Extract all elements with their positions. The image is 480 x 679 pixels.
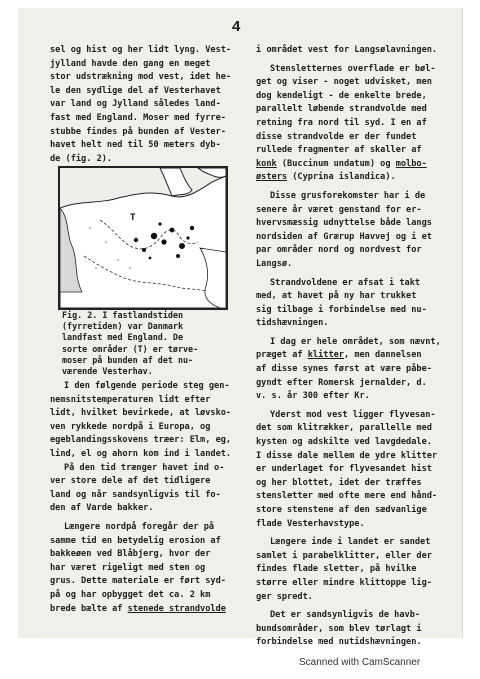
text-line: Fig. 2. I fastlandstiden xyxy=(62,310,184,320)
map-label-t: T xyxy=(130,212,136,222)
p2-end: (Cyprina islandica). xyxy=(287,172,396,183)
text-line: lind, el og ahorn kom ind i landet. xyxy=(50,448,232,459)
text-line: Langsø. xyxy=(256,258,293,269)
text-line: store stenstene af den sædvanlige xyxy=(256,505,427,515)
text-line: nemsnitstemperaturen lidt efter xyxy=(50,394,211,405)
right-p2-line9 xyxy=(256,171,456,185)
right-p5a xyxy=(256,336,456,350)
text-line: tidshævningen. xyxy=(256,318,329,329)
text-line: ver store dele af det tidligere xyxy=(50,476,211,487)
text-line: sig tilbage i forbindelse med nu- xyxy=(256,304,427,315)
figure-map xyxy=(58,166,228,310)
text-line: de (fig. 2). xyxy=(50,153,113,164)
text-line: Yderst mod vest ligger flyvesan- xyxy=(270,409,436,420)
text-line: egeblandingsskovens træer: Elm, eg, xyxy=(50,435,232,446)
text-line: nordsiden af Grærup Havvej og i et xyxy=(256,231,432,242)
text-line: landfast med England. De xyxy=(62,332,184,343)
text-line: I dag er hele området, som nævnt, xyxy=(270,336,441,347)
text-line: hvervsmæssig udnyttelse både langs xyxy=(256,218,432,229)
text-line: forbindelse med nutidshævningen. xyxy=(256,637,422,648)
p5-pre: præget af xyxy=(256,350,308,361)
text-line: Det er sandsynligvis de havb- xyxy=(270,610,421,621)
text-line: v. s. år 300 efter Kr. xyxy=(256,391,370,402)
text-line: jylland havde den gang en meget xyxy=(50,58,211,69)
text-line: ven rykkede nordpå i Europa, og xyxy=(50,421,211,432)
text-line: (fyrretiden) var Danmark xyxy=(62,321,184,332)
word-oesters: østers xyxy=(256,172,288,183)
text-line: Længere inde i landet er sandet xyxy=(270,537,431,548)
text-line: land og når sandsynligvis til fo- xyxy=(50,489,221,500)
text-line: stubbe findes på bunden af Vester- xyxy=(50,126,226,137)
right-column xyxy=(256,44,456,650)
text-line: På den tid trænger havet ind o- xyxy=(64,462,225,473)
left-column xyxy=(50,44,250,166)
text-line: ger spredt. xyxy=(256,591,313,602)
text-line: samme tid en betydelig erosion af xyxy=(50,535,221,546)
text-line: grus. Dette materiale er ført syd- xyxy=(50,576,226,587)
text-line: er underlaget for flyvesandet hist xyxy=(256,464,432,475)
text-line: I den følgende periode steg gen- xyxy=(64,381,230,391)
right-p7 xyxy=(256,536,456,604)
text-line: retning fra nord til syd. I en af xyxy=(256,117,427,128)
right-p3 xyxy=(256,190,456,272)
word-molbo: molbo- xyxy=(395,158,427,169)
right-p1 xyxy=(256,44,456,58)
text-line: og her blottet, idet der træffes xyxy=(256,477,422,488)
text-line: stor udstrækning mod vest, idet he- xyxy=(50,72,232,83)
word-konk: konk xyxy=(256,158,277,169)
text-line: disse strandvolde er der fundet xyxy=(256,131,417,142)
text-line: sorte områder (T) er tørve- xyxy=(62,343,199,354)
left-b3-last-text: brede bælte af xyxy=(50,603,123,614)
text-line: i området vest for Langsølavningen. xyxy=(256,45,438,55)
right-p2-line8 xyxy=(256,158,456,172)
text-line: Disse grusforekomster har i de xyxy=(270,190,426,201)
left-block-3 xyxy=(50,521,250,616)
right-p4 xyxy=(256,277,456,331)
right-p8 xyxy=(256,609,456,650)
text-line: findes flade sletter, på hvilke xyxy=(256,564,417,575)
text-line: gyndt efter Romersk jernalder, d. xyxy=(256,377,427,388)
text-line: af disse synes først at være påbe- xyxy=(256,364,432,375)
scanner-watermark: Scanned with CamScanner xyxy=(299,657,421,668)
text-line: stensletter med ofte mere end hånd- xyxy=(256,491,438,502)
text-line: flade Vesterhavstype. xyxy=(256,518,365,529)
text-line: det som klitrækker, parallelle med xyxy=(256,423,432,434)
word-klitter: klitter xyxy=(307,350,344,361)
text-line: kysten og adskilte ved lavgdedale. xyxy=(256,437,432,448)
text-line: Længere nordpå foregår der på xyxy=(64,521,215,532)
text-line: get og viser - noget udvisket, men xyxy=(256,77,432,88)
text-line: på og har opbygget det ca. 2 km xyxy=(50,589,211,600)
right-p2 xyxy=(256,63,456,158)
text-line: senere år været genstand for er- xyxy=(256,204,422,215)
text-line: fast med England. Moser med fyrre- xyxy=(50,112,226,123)
left-block-2 xyxy=(50,380,250,516)
text-line: havet helt ned til 50 meters dyb- xyxy=(50,140,221,151)
text-line: moser på bunden af det nu- xyxy=(62,354,194,365)
text-line: samlet i parabelklitter, eller der xyxy=(256,550,432,561)
text-line: bundsområder, som blev tørlagt i xyxy=(256,623,422,634)
text-line: værende Vesterhav. xyxy=(62,366,153,377)
text-line: dog kendeligt - de enkelte brede, xyxy=(256,90,427,101)
right-p5-klitter-line xyxy=(256,349,456,363)
left-column-lower xyxy=(50,380,250,616)
right-p5b xyxy=(256,363,456,404)
text-line: lidt, hvilket bevirkede, at løvsko- xyxy=(50,408,232,419)
text-line: Strandvoldene er afsat i takt xyxy=(270,277,421,288)
text-line: var land og Jylland således land- xyxy=(50,99,221,110)
text-line: bakkeøen ved Blåbjerg, hvor der xyxy=(50,549,211,560)
p2-mid: (Buccinum undatum) og xyxy=(276,158,396,169)
text-line: har været rigeligt med sten og xyxy=(50,562,206,573)
text-line: rullede fragmenter af skaller af xyxy=(256,145,422,156)
text-line: større eller mindre klittoppe lig- xyxy=(256,577,432,588)
text-line: parallelt løbende strandvolde med xyxy=(256,104,427,115)
text-line: Stensletternes overflade er bøl- xyxy=(270,63,436,74)
text-line: med, at havet på ny har trukket xyxy=(256,291,417,302)
phrase-stenede-strandvolde: stenede strandvolde xyxy=(127,603,226,614)
right-p6 xyxy=(256,409,456,531)
text-line: le den sydlige del af Vesterhavet xyxy=(50,85,221,96)
text-line: den af Varde bakker. xyxy=(50,503,154,514)
figure-caption xyxy=(62,310,237,377)
text-line: sel og hist og her lidt lyng. Vest- xyxy=(50,45,232,55)
page-number: 4 xyxy=(232,18,241,35)
map-illustration xyxy=(60,168,226,308)
p5-post: , men dannelsen xyxy=(343,350,422,361)
text-line: par områder nord og nordvest for xyxy=(256,245,422,256)
text-line: I disse dale mellem de ydre klitter xyxy=(256,450,438,461)
left-block-1 xyxy=(50,44,250,166)
text-line xyxy=(50,603,250,617)
